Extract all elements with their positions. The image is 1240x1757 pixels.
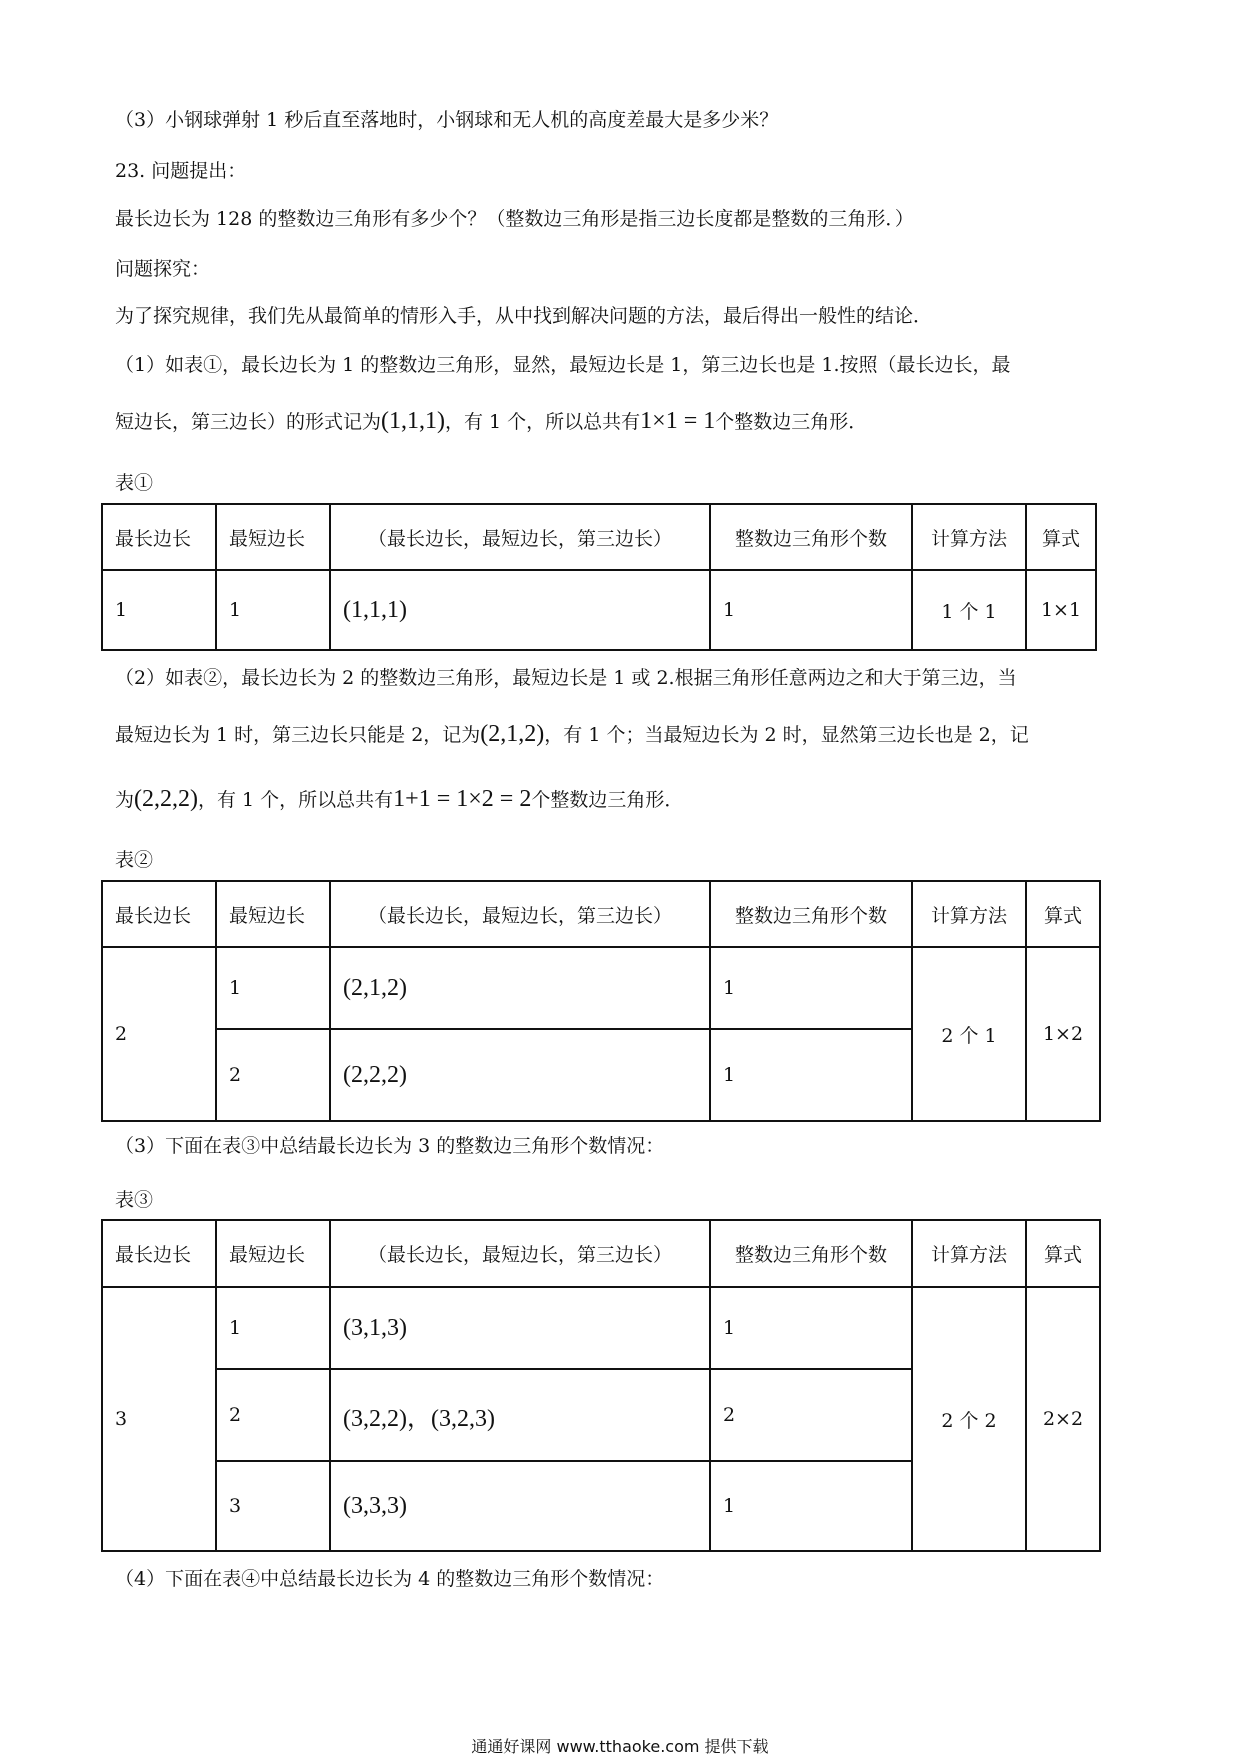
step2-text-e: 个整数边三角形． bbox=[531, 789, 684, 811]
step1-text-b: ，有 1 个，所以总共有 bbox=[445, 411, 641, 433]
q23-problem: 最长边长为 128 的整数边三角形有多少个？（整数边三角形是指三边长度都是整数的三角形．） bbox=[115, 208, 914, 230]
table-2 bbox=[101, 880, 1101, 1122]
step2-math-sum: 1+1 = 1×2 = 2 bbox=[393, 786, 532, 812]
table1-shortest: 1 bbox=[216, 570, 330, 650]
step2-text-b: ，有 1 个；当最短边长为 2 时，显然第三边长也是 2，记 bbox=[544, 724, 1029, 746]
table1-count: 1 bbox=[710, 570, 912, 650]
header-triple: （最长边长，最短边长，第三边长） bbox=[330, 1220, 710, 1287]
step1-line2 bbox=[115, 408, 867, 435]
header-method: 计算方法 bbox=[912, 504, 1026, 570]
header-shortest: 最短边长 bbox=[216, 1220, 330, 1287]
table2-longest: 2 bbox=[102, 947, 216, 1121]
table2-shortest-1: 1 bbox=[216, 947, 330, 1029]
table3-shortest-3: 3 bbox=[216, 1461, 330, 1551]
table3-shortest-2: 2 bbox=[216, 1369, 330, 1461]
table3-triples-3: (3,3,3) bbox=[330, 1461, 710, 1551]
step4-text: （4）下面在表④中总结最长边长为 4 的整数边三角形个数情况： bbox=[115, 1568, 665, 1590]
step1-math-triple: (1,1,1) bbox=[381, 408, 445, 434]
step1-text-a: 短边长，第三边长）的形式记为 bbox=[115, 411, 382, 433]
step1-text-c: 个整数边三角形． bbox=[715, 411, 868, 433]
explore-heading: 问题探究： bbox=[115, 258, 211, 280]
header-formula: 算式 bbox=[1026, 881, 1100, 947]
explore-intro: 为了探究规律，我们先从最简单的情形入手，从中找到解决问题的方法，最后得出一般性的结论． bbox=[115, 305, 933, 327]
footer-watermark: 通通好课网 www.tthaoke.com 提供下载 bbox=[471, 1737, 769, 1756]
table-1 bbox=[101, 503, 1097, 651]
table3-longest: 3 bbox=[102, 1287, 216, 1551]
table3-method: 2 个 2 bbox=[912, 1287, 1026, 1551]
step2-text-c: 为 bbox=[115, 789, 135, 811]
step2-text-a: 最短边长为 1 时，第三边长只能是 2，记为 bbox=[115, 724, 481, 746]
table2-count-1: 1 bbox=[710, 947, 912, 1029]
table-3 bbox=[101, 1219, 1101, 1552]
step1-line1: （1）如表①，最长边长为 1 的整数边三角形，显然，最短边长是 1，第三边长也是 1.按照（最长边长，最 bbox=[115, 354, 1011, 376]
table1-method: 1 个 1 bbox=[912, 570, 1026, 650]
header-shortest: 最短边长 bbox=[216, 881, 330, 947]
table2-formula: 1×2 bbox=[1026, 947, 1100, 1121]
step3-text: （3）下面在表③中总结最长边长为 3 的整数边三角形个数情况： bbox=[115, 1135, 665, 1157]
step2-line2 bbox=[115, 721, 1029, 748]
table2-shortest-2: 2 bbox=[216, 1029, 330, 1121]
table2-count-2: 1 bbox=[710, 1029, 912, 1121]
header-formula: 算式 bbox=[1026, 504, 1096, 570]
table3-count-2: 2 bbox=[710, 1369, 912, 1461]
table3-triples-1: (3,1,3) bbox=[330, 1287, 710, 1369]
header-count: 整数边三角形个数 bbox=[710, 504, 912, 570]
header-longest: 最长边长 bbox=[102, 1220, 216, 1287]
table3-caption: 表③ bbox=[115, 1189, 154, 1211]
header-longest: 最长边长 bbox=[102, 881, 216, 947]
table3-shortest-1: 1 bbox=[216, 1287, 330, 1369]
table3-formula: 2×2 bbox=[1026, 1287, 1100, 1551]
header-longest: 最长边长 bbox=[102, 504, 216, 570]
step2-math-triple-2: (2,2,2) bbox=[134, 786, 198, 812]
header-formula: 算式 bbox=[1026, 1220, 1100, 1287]
header-shortest: 最短边长 bbox=[216, 504, 330, 570]
header-count: 整数边三角形个数 bbox=[710, 1220, 912, 1287]
step1-math-product: 1×1 = 1 bbox=[640, 408, 716, 434]
table3-count-3: 1 bbox=[710, 1461, 912, 1551]
header-triple: （最长边长，最短边长，第三边长） bbox=[330, 504, 710, 570]
table2-triples-1: (2,1,2) bbox=[330, 947, 710, 1029]
table2-triples-2: (2,2,2) bbox=[330, 1029, 710, 1121]
header-triple: （最长边长，最短边长，第三边长） bbox=[330, 881, 710, 947]
table1-triples: (1,1,1) bbox=[330, 570, 710, 650]
step2-math-triple-1: (2,1,2) bbox=[480, 721, 545, 747]
table2-caption: 表② bbox=[115, 849, 154, 871]
table1-caption: 表① bbox=[115, 472, 154, 494]
table1-longest: 1 bbox=[102, 570, 216, 650]
header-method: 计算方法 bbox=[912, 881, 1026, 947]
step2-line3 bbox=[115, 786, 683, 813]
table3-count-1: 1 bbox=[710, 1287, 912, 1369]
table2-method: 2 个 1 bbox=[912, 947, 1026, 1121]
table1-formula: 1×1 bbox=[1026, 570, 1096, 650]
step2-line1: （2）如表②，最长边长为 2 的整数边三角形，最短边长是 1 或 2.根据三角形任意两边之和大于第三边，当 bbox=[115, 667, 1017, 689]
q22-part3: （3）小钢球弹射 1 秒后直至落地时，小钢球和无人机的高度差最大是多少米？ bbox=[115, 109, 779, 131]
q23-heading: 23. 问题提出： bbox=[115, 160, 247, 182]
table3-triples-2: (3,2,2)，(3,2,3) bbox=[330, 1369, 710, 1461]
header-count: 整数边三角形个数 bbox=[710, 881, 912, 947]
header-method: 计算方法 bbox=[912, 1220, 1026, 1287]
step2-text-d: ，有 1 个，所以总共有 bbox=[198, 789, 394, 811]
